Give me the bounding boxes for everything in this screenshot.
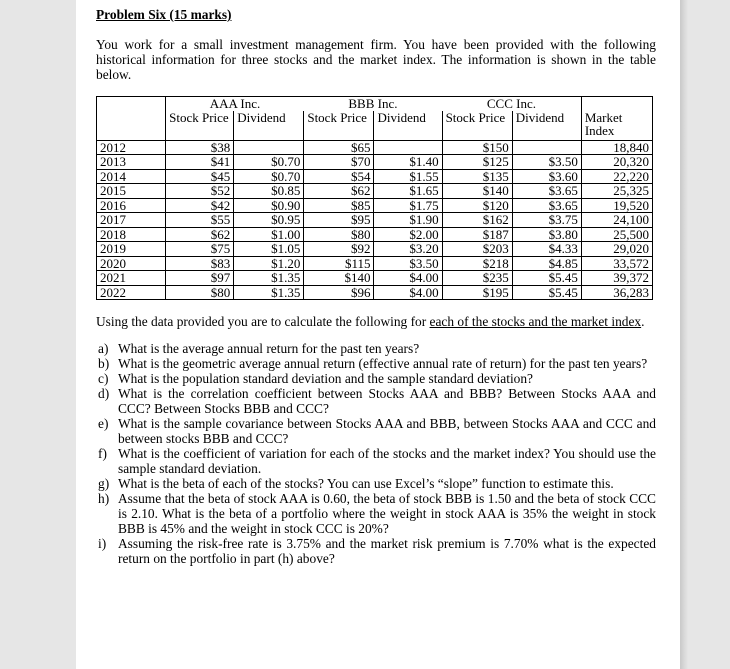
table-row (97, 140, 653, 155)
table-row (97, 256, 653, 271)
table-cell: $92 (304, 242, 374, 257)
problem-title: Problem Six (15 marks) (96, 7, 232, 22)
table-cell: $3.80 (512, 227, 581, 242)
table-cell: $0.70 (234, 155, 304, 170)
table-cell: $5.45 (512, 271, 581, 286)
year-cell: 2017 (97, 213, 166, 228)
year-cell: 2013 (97, 155, 166, 170)
table-cell (512, 140, 581, 155)
table-group-header-row (97, 97, 653, 111)
table-cell: $1.00 (234, 227, 304, 242)
table-cell: $45 (166, 169, 234, 184)
table-cell: $42 (166, 198, 234, 213)
question-label: h) (98, 491, 110, 506)
question-item (98, 416, 656, 446)
table-cell: $1.05 (234, 242, 304, 257)
question-text: What is the beta of each of the stocks? You can use Excel’s “slope” function to estimate this. (118, 476, 614, 491)
table-cell: $120 (442, 198, 512, 213)
question-label: e) (98, 416, 109, 431)
table-cell: $3.65 (512, 198, 581, 213)
year-cell: 2021 (97, 271, 166, 286)
instruction-underlined: each of the stocks and the market index (429, 314, 642, 329)
year-cell: 2019 (97, 242, 166, 257)
table-cell: $218 (442, 256, 512, 271)
group-header-aaa: AAA Inc. (166, 97, 304, 111)
table-cell: 18,840 (581, 140, 652, 155)
table-cell: $83 (166, 256, 234, 271)
table-cell: $4.00 (374, 285, 442, 300)
table-row (97, 184, 653, 199)
table-cell: 25,500 (581, 227, 652, 242)
question-label: a) (98, 341, 109, 356)
column-header: Stock Price (442, 111, 512, 141)
year-cell: 2014 (97, 169, 166, 184)
table-row (97, 169, 653, 184)
table-cell: $3.50 (512, 155, 581, 170)
table-cell: $1.55 (374, 169, 442, 184)
question-text: Assuming the risk-free rate is 3.75% and the market risk premium is 7.70% what is the expected return on the portfolio in part (h) above? (118, 536, 656, 566)
year-cell: 2015 (97, 184, 166, 199)
table-cell: 36,283 (581, 285, 652, 300)
year-header-cell (97, 97, 166, 111)
table-cell: $203 (442, 242, 512, 257)
year-subheader-cell (97, 111, 166, 141)
table-cell: $235 (442, 271, 512, 286)
question-list (96, 341, 656, 566)
question-text: What is the sample covariance between Stocks AAA and BBB, between Stocks AAA and CCC and between stocks BBB and CCC? (118, 416, 656, 446)
question-text: What is the geometric average annual return (effective annual rate of return) for the past ten years? (118, 356, 648, 371)
question-item (98, 371, 656, 386)
question-text: What is the coefficient of variation for each of the stocks and the market index? You should use the sample standard deviation. (118, 446, 656, 476)
table-cell: $3.50 (374, 256, 442, 271)
document-page (76, 0, 680, 669)
column-header: Dividend (374, 111, 442, 141)
column-header: Stock Price (304, 111, 374, 141)
document-content (96, 7, 656, 566)
table-cell: 25,325 (581, 184, 652, 199)
instruction-line (96, 314, 656, 329)
table-sub-header-row (97, 111, 653, 141)
table-cell: $1.35 (234, 271, 304, 286)
table-cell (234, 140, 304, 155)
question-item (98, 446, 656, 476)
question-text: Assume that the beta of stock AAA is 0.60, the beta of stock BBB is 1.50 and the beta of stock CCC is 2.10. What is the beta of a portfolio where the weight in stock AAA is 35% the weight in stock BBB is 45% and the weight in stock CCC is 20%? (118, 491, 656, 536)
table-cell: $4.00 (374, 271, 442, 286)
table-cell: $3.20 (374, 242, 442, 257)
table-cell: 19,520 (581, 198, 652, 213)
year-cell: 2020 (97, 256, 166, 271)
table-cell: $1.65 (374, 184, 442, 199)
table-cell: $52 (166, 184, 234, 199)
question-item (98, 341, 656, 356)
question-label: g) (98, 476, 110, 491)
market-group-header (581, 97, 652, 111)
table-cell: $75 (166, 242, 234, 257)
question-item (98, 386, 656, 416)
table-cell: 20,320 (581, 155, 652, 170)
table-cell: $65 (304, 140, 374, 155)
table-row (97, 198, 653, 213)
table-cell: $80 (304, 227, 374, 242)
year-cell: 2022 (97, 285, 166, 300)
table-cell: $55 (166, 213, 234, 228)
column-header: Stock Price (166, 111, 234, 141)
table-cell: $0.85 (234, 184, 304, 199)
table-cell: $0.90 (234, 198, 304, 213)
question-label: c) (98, 371, 109, 386)
table-cell: $38 (166, 140, 234, 155)
table-row (97, 155, 653, 170)
question-label: i) (98, 536, 107, 551)
table-cell: $135 (442, 169, 512, 184)
question-label: b) (98, 356, 110, 371)
table-cell: $4.85 (512, 256, 581, 271)
table-body (97, 140, 653, 300)
table-cell (374, 140, 442, 155)
table-cell: $70 (304, 155, 374, 170)
table-cell: $0.70 (234, 169, 304, 184)
page-edge-shadow (680, 0, 688, 669)
table-cell: $80 (166, 285, 234, 300)
table-cell: $3.65 (512, 184, 581, 199)
group-header-ccc: CCC Inc. (442, 97, 581, 111)
table-cell: $85 (304, 198, 374, 213)
year-cell: 2018 (97, 227, 166, 242)
stock-data-table (96, 96, 653, 300)
question-item (98, 491, 656, 536)
table-cell: $62 (304, 184, 374, 199)
table-cell: $1.35 (234, 285, 304, 300)
table-cell: $187 (442, 227, 512, 242)
table-cell: $140 (304, 271, 374, 286)
table-cell: $195 (442, 285, 512, 300)
table-cell: $96 (304, 285, 374, 300)
table-row (97, 271, 653, 286)
question-label: d) (98, 386, 110, 401)
table-cell: $3.75 (512, 213, 581, 228)
table-cell: $1.20 (234, 256, 304, 271)
table-cell: $1.90 (374, 213, 442, 228)
question-item (98, 356, 656, 371)
question-text: What is the correlation coefficient between Stocks AAA and BBB? Between Stocks AAA and CCC? Between Stocks BBB and CCC? (118, 386, 656, 416)
table-cell: $125 (442, 155, 512, 170)
table-cell: $1.75 (374, 198, 442, 213)
table-row (97, 285, 653, 300)
table-cell: $97 (166, 271, 234, 286)
table-cell: $150 (442, 140, 512, 155)
table-cell: $0.95 (234, 213, 304, 228)
table-row (97, 213, 653, 228)
table-cell: 24,100 (581, 213, 652, 228)
year-cell: 2012 (97, 140, 166, 155)
table-cell: $62 (166, 227, 234, 242)
table-cell: 33,572 (581, 256, 652, 271)
question-item (98, 476, 656, 491)
question-text: What is the population standard deviation and the sample standard deviation? (118, 371, 533, 386)
table-cell: $140 (442, 184, 512, 199)
question-label: f) (98, 446, 107, 461)
table-cell: 22,220 (581, 169, 652, 184)
table-cell: $1.40 (374, 155, 442, 170)
table-cell: $2.00 (374, 227, 442, 242)
question-item (98, 536, 656, 566)
year-cell: 2016 (97, 198, 166, 213)
table-cell: $5.45 (512, 285, 581, 300)
table-cell: $3.60 (512, 169, 581, 184)
table-cell: $54 (304, 169, 374, 184)
instruction-text: Using the data provided you are to calculate the following for (96, 314, 430, 329)
column-header: Dividend (234, 111, 304, 141)
table-row (97, 227, 653, 242)
table-cell: 29,020 (581, 242, 652, 257)
intro-paragraph: You work for a small investment management firm. You have been provided with the following historical information for three stocks and the market index. The information is shown in the table below. (96, 37, 656, 82)
table-cell: $4.33 (512, 242, 581, 257)
instruction-period: . (641, 314, 645, 329)
table-cell: $95 (304, 213, 374, 228)
table-cell: $115 (304, 256, 374, 271)
group-header-bbb: BBB Inc. (304, 97, 442, 111)
question-text: What is the average annual return for the past ten years? (118, 341, 420, 356)
column-header: Market Index (581, 111, 652, 141)
table-row (97, 242, 653, 257)
column-header: Dividend (512, 111, 581, 141)
table-cell: $162 (442, 213, 512, 228)
table-cell: 39,372 (581, 271, 652, 286)
table-cell: $41 (166, 155, 234, 170)
